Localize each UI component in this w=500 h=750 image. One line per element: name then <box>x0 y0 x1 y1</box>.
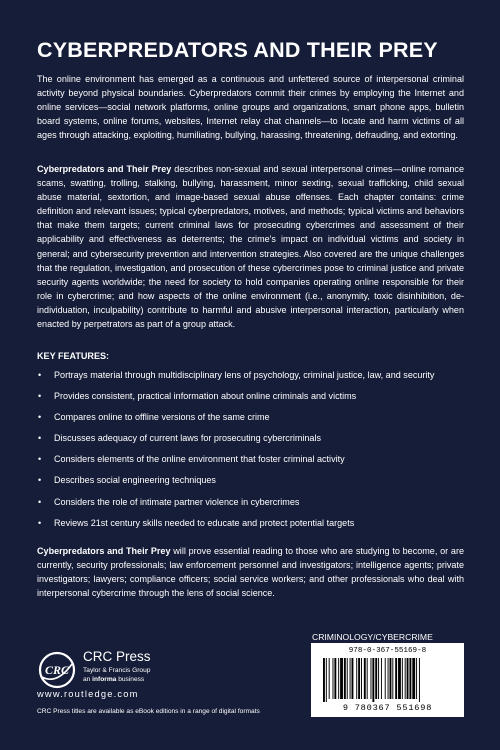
bullet-icon: • <box>38 496 42 507</box>
bullet-icon: • <box>38 454 42 465</box>
description-text: describes non-sexual and sexual interpersonal crimes—online romance scams, swatting, trolling, stalking, bullying, harassment, minor sexting, sexual trafficking, child sexual abuse material, sextortion, and image-based sexual abuse offenses. Each chapter contains: crime definition and relevant issues; typical cyberpredators, motives, and methods; typical victims and behaviors that make them targets; current criminal laws for prosecuting cybercrimes and assessment of their applicability and effectiveness as deterrents; the crime's impact on individual victims and society in general; and cybersecurity prevention and intervention strategies. Also covered are the unique challenges that the regulation, investigation, and prosecution of these cybercrimes pose to criminal justice and private security agents worldwide; the need for society to hold companies operating online responsible for their role in cybercrime; and how aspects of the online environment (i.e., anonymity, toxic disinhibition, de-individuation, inculpability) contribute to harmful and abusive interpersonal interaction, particularly when enacted by perpetrators as part of a group attack. <box>37 164 464 330</box>
feature-item <box>37 410 467 431</box>
bullet-icon: • <box>38 412 42 423</box>
category-label: CRIMINOLOGY/CYBERCRIME <box>312 632 433 642</box>
barcode-icon <box>323 658 452 702</box>
feature-text: Provides consistent, practical information about online criminals and victims <box>54 391 357 402</box>
feature-item <box>37 431 467 452</box>
publisher-name: CRC Press <box>83 649 151 664</box>
intro-paragraph: The online environment has emerged as a continuous and unfettered source of interpersonal criminal activity beyond physical boundaries. Cyberpredators commit their crimes by employing the Internet and online services—social network platforms, online groups and organizations, smart phone apps, bulletin board systems, online forums, websites, Internet relay chat channels—to locate and harm victims of all ages through attacking, exploiting, humiliating, bullying, harassing, threatening, defrauding, and extorting. <box>37 74 464 141</box>
tagline-prefix: an <box>83 676 93 683</box>
feature-text: Describes social engineering techniques <box>54 475 216 486</box>
crc-logo-text: CRC <box>44 663 70 677</box>
ebook-note: CRC Press titles are available as eBook editions in a range of digital formats <box>37 708 260 715</box>
closing-book-title: Cyberpredators and Their Prey <box>37 546 171 556</box>
bullet-icon: • <box>38 475 42 486</box>
book-title: CYBERPREDATORS AND THEIR PREY <box>37 38 438 62</box>
feature-text: Portrays material through multidisciplinary lens of psychology, criminal justice, law, and security <box>54 370 435 380</box>
description-paragraph <box>37 162 464 331</box>
publisher-group: Taylor & Francis Group <box>83 667 151 674</box>
closing-paragraph <box>37 544 464 600</box>
bullet-icon: • <box>38 517 42 528</box>
feature-text: Compares online to offline versions of the same crime <box>54 412 270 423</box>
feature-item <box>37 495 467 516</box>
tagline-suffix: business <box>116 676 145 683</box>
isbn-top-text: 978-0-367-55169-8 <box>348 647 427 655</box>
feature-item <box>37 452 467 473</box>
publisher-tagline <box>83 676 144 683</box>
description-book-title: Cyberpredators and Their Prey <box>37 164 172 174</box>
tagline-informa: informa <box>92 676 117 683</box>
publisher-logo <box>37 648 237 708</box>
feature-text: Considers elements of the online environment that foster criminal activity <box>54 454 345 465</box>
publisher-website: www.routledge.com <box>37 689 139 699</box>
bullet-icon: • <box>38 391 42 402</box>
bullet-icon: • <box>38 370 42 380</box>
feature-item <box>37 368 467 389</box>
feature-text: Discusses adequacy of current laws for prosecuting cybercriminals <box>54 433 321 444</box>
isbn-bottom-text: 9 780367 551698 <box>342 703 433 713</box>
feature-item <box>37 389 467 410</box>
feature-item <box>37 473 467 494</box>
key-features-list <box>37 368 467 537</box>
isbn-barcode <box>311 643 464 717</box>
bullet-icon: • <box>38 433 42 444</box>
feature-text: Reviews 21st century skills needed to educate and protect potential targets <box>54 517 355 528</box>
key-features-heading: KEY FEATURES: <box>37 351 110 361</box>
feature-text: Considers the role of intimate partner violence in cybercrimes <box>54 496 300 507</box>
closing-text: will prove essential reading to those who are studying to become, or are currently, security professionals; law enforcement personnel and investigators; intelligence agents; private investigators; lawyers; compliance officers; social service workers; and other professionals who deal with interpersonal cybercrime through the lens of social science. <box>37 546 464 599</box>
feature-item <box>37 516 467 537</box>
crc-logo-icon <box>37 650 77 690</box>
